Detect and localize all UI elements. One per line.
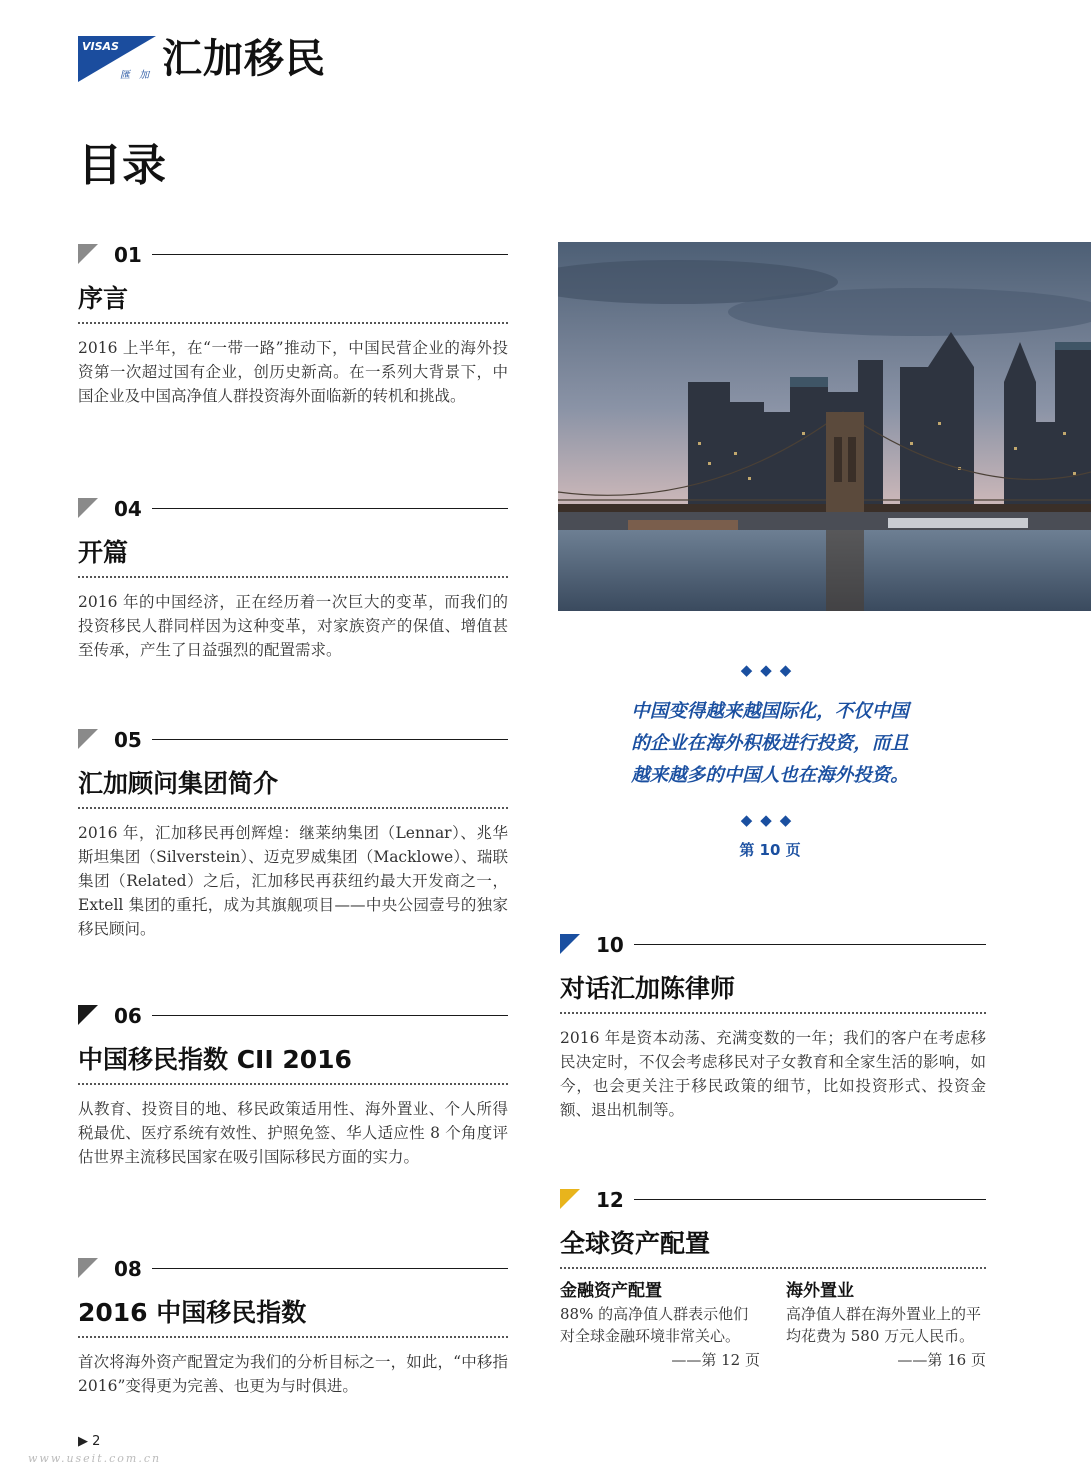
triangle-marker-icon [78,1005,98,1025]
triangle-marker-icon [78,1258,98,1278]
section-title[interactable]: 对话汇加陈律师 [560,974,736,1003]
section-header [78,242,508,268]
section-number[interactable]: 05 [114,728,142,752]
section-title[interactable]: 中国移民指数 CII 2016 [78,1045,352,1074]
section-rule [634,944,986,945]
pull-quote [560,660,980,860]
quote-page-ref[interactable]: 第 10 页 [739,841,801,859]
triangle-marker-icon [560,934,580,954]
quote-line: 越来越多的中国人也在海外投资。 [631,765,909,786]
section-header [560,1187,986,1213]
subsection-overseas-property [786,1279,986,1371]
diamond-divider-icon: ◆◆◆ [740,661,800,679]
dotted-divider [78,576,508,578]
subsection-columns [560,1279,986,1371]
section-body: 2016 年，汇加移民再创辉煌：继莱纳集团（Lennar）、兆华斯坦集团（Silverstein）、迈克罗威集团（Macklowe）、瑞联集团（Related）之后，汇加移民再获纽约最大开发商之一，Extell 集团的重托，成为其旗舰项目——中央公园壹号的独家移民顾问。 [78,824,508,938]
triangle-marker-icon [560,1189,580,1209]
quote-line: 的企业在海外积极进行投资，而且 [631,733,909,754]
section-body: 2016 上半年，在“一带一路”推动下，中国民营企业的海外投资第一次超过国有企业，创历史新高。在一系列大背景下，中国企业及中国高净值人群投资海外面临新的转机和挑战。 [78,339,508,405]
section-header [560,932,986,958]
dotted-divider [560,1012,986,1014]
toc-section-05 [78,727,508,941]
logo-subtext: 匯 加 [120,70,153,81]
diamond-divider-icon: ◆◆◆ [740,811,800,829]
quote-line: 中国变得越来越国际化，不仅中国 [631,701,909,722]
brand-logo [78,36,328,84]
section-header [78,1003,508,1029]
watermark: www.useit.com.cn [28,1452,162,1465]
subsection-body: 高净值人群在海外置业上的平均花费为 580 万元人民币。 [786,1305,982,1345]
section-number[interactable]: 06 [114,1004,142,1028]
dotted-divider [560,1267,986,1269]
section-rule [152,254,508,255]
section-number[interactable]: 04 [114,497,142,521]
subsection-title[interactable]: 金融资产配置 [560,1281,662,1301]
section-header [78,727,508,753]
toc-section-12 [560,1187,986,1371]
section-rule [152,508,508,509]
dotted-divider [78,1083,508,1085]
section-number[interactable]: 10 [596,933,624,957]
dotted-divider [78,807,508,809]
toc-section-01 [78,242,508,408]
logo-name: 汇加移民 [162,35,326,82]
section-number[interactable]: 01 [114,243,142,267]
section-header [78,1256,508,1282]
section-rule [152,1268,508,1269]
page-number: ▶ 2 [78,1434,101,1449]
triangle-marker-icon [78,244,98,264]
section-rule [152,1015,508,1016]
section-title[interactable]: 全球资产配置 [560,1229,711,1258]
toc-section-04 [78,496,508,662]
toc-section-06 [78,1003,508,1169]
subsection-title[interactable]: 海外置业 [786,1281,854,1301]
city-skyline-photo [558,242,1091,611]
section-rule [634,1199,986,1200]
logo-box-text: VISAS [82,40,119,53]
triangle-marker-icon [78,729,98,749]
subsection-body: 88% 的高净值人群表示他们对全球金融环境非常关心。 [560,1305,749,1345]
section-header [78,496,508,522]
subsection-page-ref[interactable]: ——第 16 页 [897,1351,986,1369]
subsection-financial [560,1279,760,1371]
toc-section-08 [78,1256,508,1398]
section-title[interactable]: 汇加顾问集团简介 [78,769,279,798]
section-rule [152,739,508,740]
dotted-divider [78,1336,508,1338]
dotted-divider [78,322,508,324]
section-title[interactable]: 序言 [78,284,129,313]
page-title: 目录 [78,140,166,191]
section-number[interactable]: 12 [596,1188,624,1212]
toc-section-10 [560,932,986,1122]
section-number[interactable]: 08 [114,1257,142,1281]
subsection-page-ref[interactable]: ——第 12 页 [671,1351,760,1369]
section-body: 从教育、投资目的地、移民政策适用性、海外置业、个人所得税最优、医疗系统有效性、护照免签、华人适应性 8 个角度评估世界主流移民国家在吸引国际移民方面的实力。 [78,1100,508,1166]
triangle-marker-icon [78,498,98,518]
section-title[interactable]: 开篇 [78,538,129,567]
section-body: 2016 年的中国经济，正在经历着一次巨大的变革，而我们的投资移民人群同样因为这种变革，对家族资产的保值、增值甚至传承，产生了日益强烈的配置需求。 [78,593,508,659]
quote-text [560,696,980,792]
section-body: 首次将海外资产配置定为我们的分析目标之一，如此，“中移指 2016”变得更为完善、也更为与时俱进。 [78,1353,508,1395]
section-title[interactable]: 2016 中国移民指数 [78,1298,307,1327]
section-body: 2016 年是资本动荡、充满变数的一年；我们的客户在考虑移民决定时，不仅会考虑移民对子女教育和全家生活的影响，如今，也会更关注于移民政策的细节，比如投资形式、投资金额、退出机制等。 [560,1029,986,1119]
